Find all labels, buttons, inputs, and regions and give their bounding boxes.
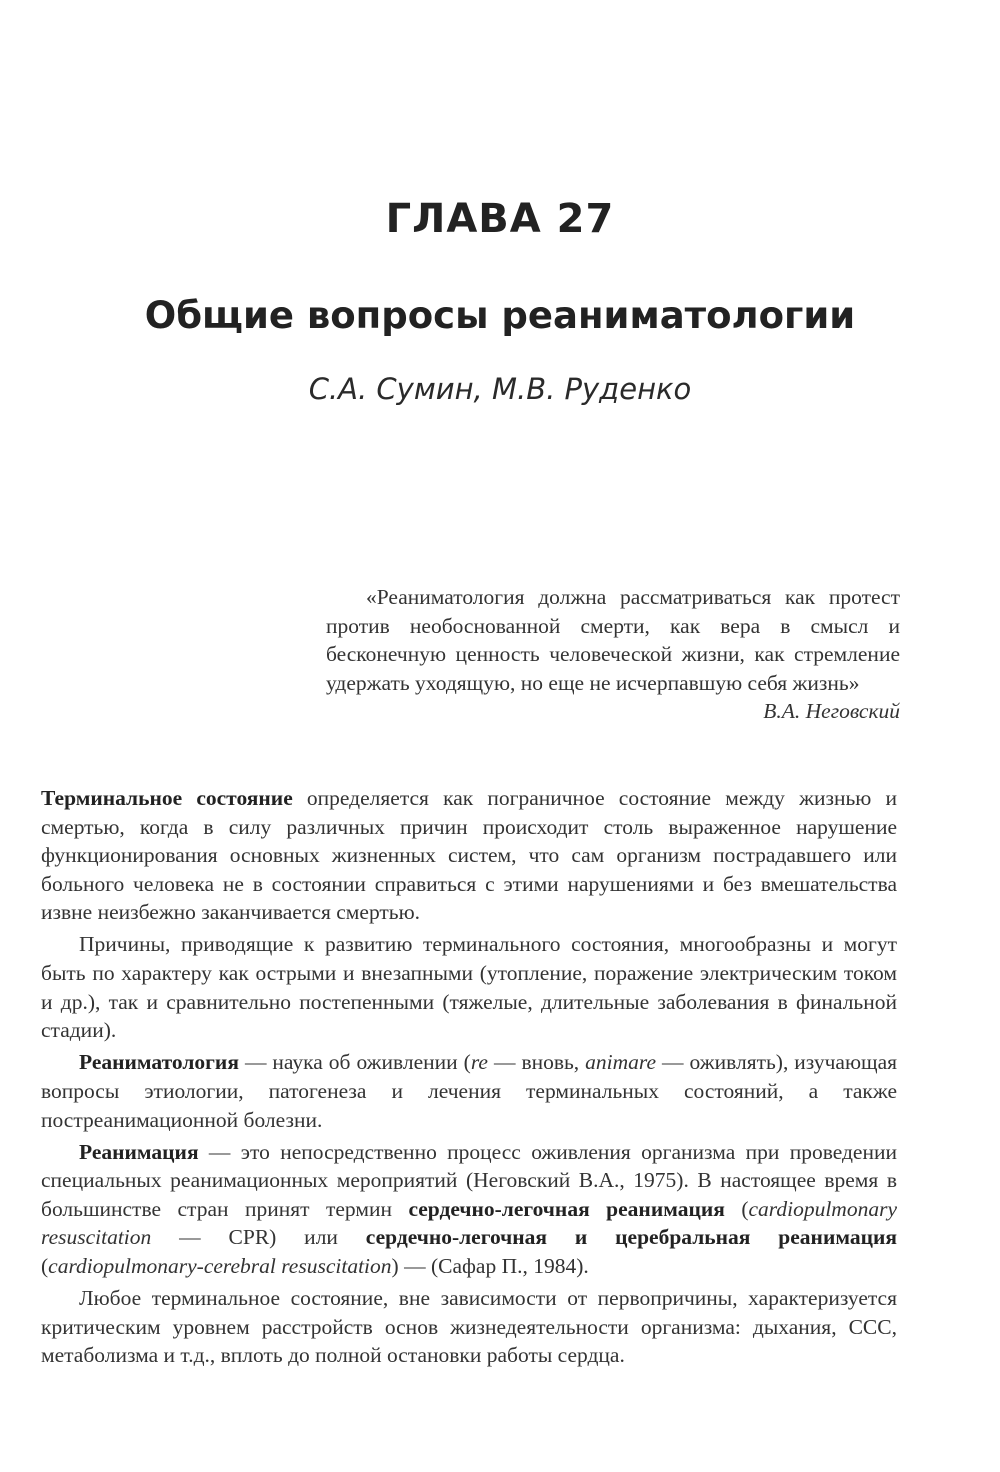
paragraph-text: — это непосредственно процесс оживления организма при проведении специальных реанимационных мероприятий (Неговский В.А., 1975). В настоящее время в большинстве стран принят термин: [41, 1139, 897, 1221]
paragraph-text: Любое терминальное состояние, вне зависимости от первопричины, характеризуется критическим уровнем расстройств основ жизнедеятельности организма: дыхания, ССС, метаболизма и т.д., вплоть до полной остановки работы сердца.: [41, 1286, 897, 1368]
paragraph-text: Причины, приводящие к развитию терминального состояния, многообразны и могут быть по характеру как острыми и внезапными (утопление, поражение электрическим током и др.), так и сравнительно постепенными (тяжелые, длительные заболевания в финальной стадии).: [41, 932, 897, 1043]
latin-term: re: [470, 1050, 488, 1075]
chapter-authors: С.А. Сумин, М.В. Руденко: [308, 372, 692, 406]
paragraph-text: — вновь,: [487, 1050, 586, 1075]
latin-term: animare: [585, 1050, 657, 1075]
paragraph-text: (: [41, 1254, 49, 1278]
paragraph-reanimatology: [41, 1048, 897, 1134]
chapter-body: [41, 784, 897, 1373]
english-term: cardiopulmonary resuscitation: [41, 1196, 897, 1250]
paragraph-text: — наука об оживлении (: [238, 1050, 471, 1075]
paragraph-critical-level: [41, 1284, 897, 1370]
paragraph-text: — оживлять), изучающая вопросы этиологии, патогенеза и лечения терминальных состояний, а также постреанимационной болезни.: [41, 1050, 898, 1132]
term-cpcr: сердечно-легочная и церебральная реанимация: [365, 1225, 897, 1250]
term-reanimation: Реанимация: [79, 1139, 199, 1164]
paragraph-reanimation: [41, 1138, 897, 1281]
paragraph-causes: [41, 930, 897, 1044]
paragraph-text: определяется как пограничное состояние между жизнью и смертью, когда в силу различных причин происходит столь выраженное нарушение функционирования основных жизненных систем, что сам организм пострадавшего или больного человека не в состоянии справиться с этими нарушениями и без вмешательства извне неизбежно заканчивается смертью.: [41, 786, 897, 925]
english-term: cardiopulmonary-cerebral resuscitation: [48, 1254, 392, 1278]
paragraph-text: — CPR) или: [151, 1225, 366, 1250]
term-cpr: сердечно-легочная реанимация: [408, 1196, 725, 1221]
chapter-number: ГЛАВА 27: [385, 196, 615, 242]
paragraph-text: ) — (Сафар П., 1984).: [391, 1254, 589, 1278]
term-terminal-state: Терминальное состояние: [41, 786, 293, 810]
epigraph: [326, 583, 900, 726]
epigraph-author: В.А. Неговский: [763, 699, 900, 724]
term-reanimatology: Реаниматология: [79, 1050, 239, 1075]
paragraph-text: (: [724, 1196, 749, 1221]
chapter-title: Общие вопросы реаниматологии: [144, 294, 856, 337]
epigraph-quote: «Реаниматология должна рассматриваться как протест против необоснованной смерти, как вера в смысл и бесконечную ценность человеческой жизни, как стремление удержать уходящую, но еще не исчерпавшую себя жизнь»: [326, 585, 900, 695]
paragraph-terminal-state: [41, 784, 897, 927]
